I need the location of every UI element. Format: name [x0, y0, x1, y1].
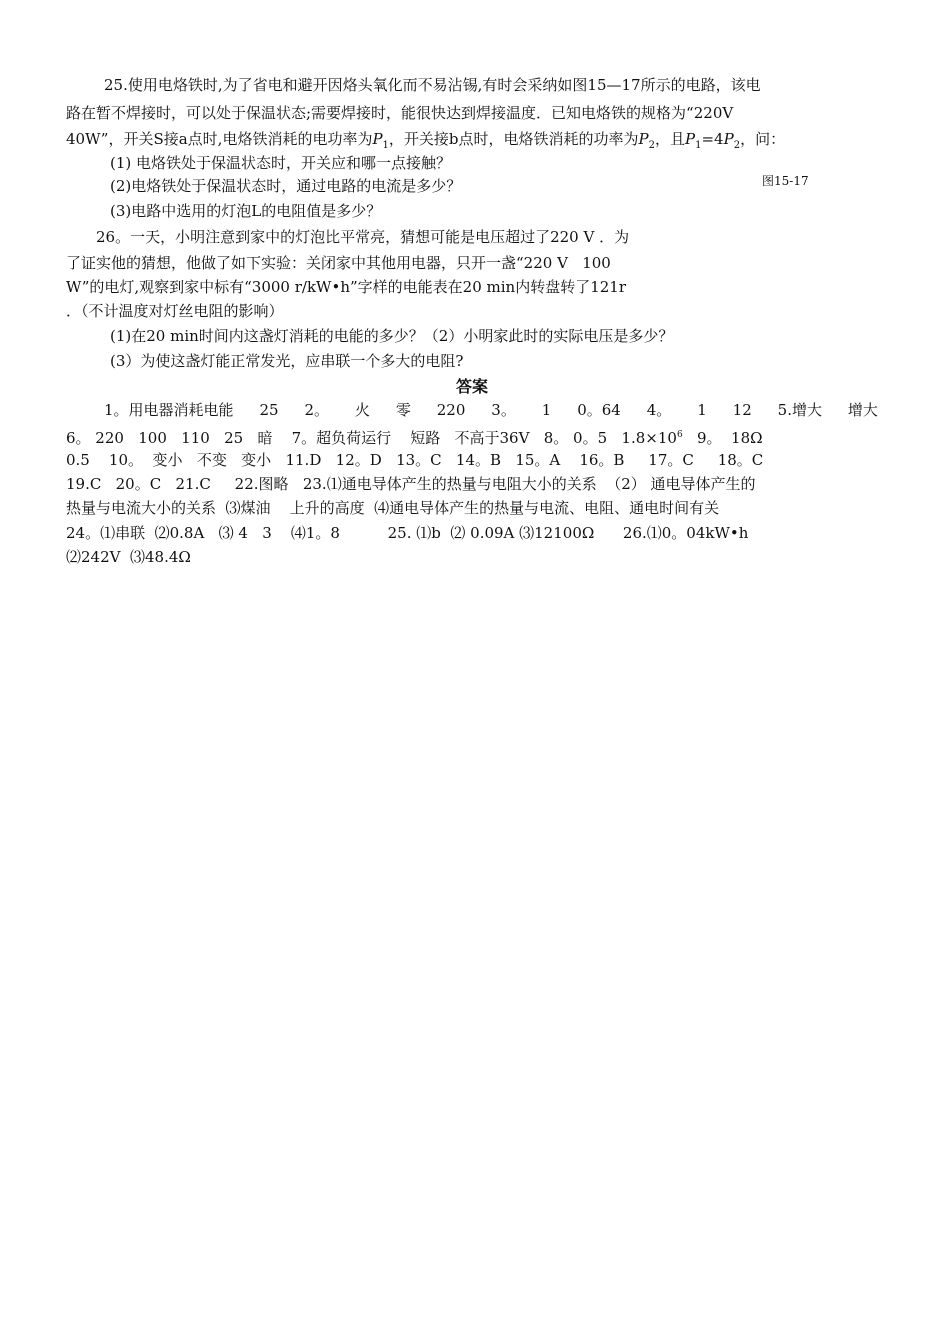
answer-item: 3。 [491, 401, 516, 419]
answers-heading: 答案 [456, 377, 489, 396]
answers-row-2-text: 6。 220 100 110 25 暗 7。超负荷运行 短路 不高于36V 8。 0。5 1.8×10 [66, 429, 677, 447]
q25-line-3-text-c: ，且 [655, 130, 686, 148]
answer-item: 增大 [847, 401, 878, 419]
q25-p2-subscript: 2 [648, 140, 655, 151]
answer-item: 0。64 [577, 401, 621, 419]
answer-item: 2。 [304, 401, 329, 419]
q26-line-2: 了证实他的猜想，他做了如下实验：关闭家中其他用电器，只开一盏“220 V 100 [66, 254, 611, 272]
q25-eq-mid: =4 [701, 130, 724, 148]
q25-line-3-text-b: ，开关接b点时，电烙铁消耗的功率为 [388, 130, 639, 148]
answer-item: 5.增大 [777, 401, 822, 419]
answers-row-4: 19.C 20。C 21.C 22.图略 23.⑴通电导体产生的热量与电阻大小的关系 （2） 通电导体产生的 [66, 475, 756, 493]
figure-label: 图15-17 [762, 174, 809, 188]
q25-eq-p2: P [723, 130, 734, 148]
answer-item: 火 [354, 401, 370, 419]
q25-line-3-text-d: ，问： [740, 130, 786, 148]
answer-item: 12 [732, 401, 752, 419]
q25-line-1: 25.使用电烙铁时,为了省电和避开因烙头氧化而不易沾锡,有时会采纳如图15—17所示的电路，该电 [104, 76, 761, 94]
q25-line-3 [66, 129, 785, 156]
q26-line-1: 26。一天，小明注意到家中的灯泡比平常亮，猜想可能是电压超过了220 V ．为 [96, 228, 630, 246]
answer-item: 零 [395, 401, 411, 419]
answers-row-2 [66, 425, 763, 448]
q25-eq-p2-subscript: 2 [733, 140, 741, 151]
q26-subquestion-2: (3）为使这盏灯能正常发光，应串联一个多大的电阻? [110, 352, 464, 370]
answers-row-3: 0.5 10。 变小 不变 变小 11.D 12。D 13。C 14。B 15。A 16。B 17。C 18。C [66, 451, 764, 469]
q26-line-3: W”的电灯,观察到家中标有“3000 r/kW•h”字样的电能表在20 min内转盘转了121r [66, 278, 626, 296]
answers-row-5: 热量与电流大小的关系 ⑶煤油 上升的高度 ⑷通电导体产生的热量与电流、电阻、通电时间有关 [66, 499, 720, 517]
q25-p1-subscript: 1 [382, 140, 389, 151]
answer-item: 4。 [646, 401, 672, 419]
q25-p2-symbol: P [638, 130, 649, 148]
q25-eq-p1: P [685, 130, 696, 148]
answers-row-2-text-end: 9。 18Ω [682, 429, 763, 447]
q25-line-3-text-a: 40W”，开关S接a点时,电烙铁消耗的电功率为 [66, 130, 373, 148]
answer-item: 25 [259, 401, 279, 419]
q25-subquestion-1: (1) 电烙铁处于保温状态时，开关应和哪一点接触？ [110, 154, 452, 172]
answer-item: 220 [436, 401, 466, 419]
answer-item: 1 [697, 401, 707, 419]
answers-row-2-exponent: 6 [676, 430, 683, 440]
q25-line-2: 路在暂不焊接时，可以处于保温状态;需要焊接时，能很快达到焊接温度．已知电烙铁的规格为“220V [66, 104, 734, 122]
q26-subquestion-1: (1)在20 min时间内这盏灯消耗的电能的多少？（2）小明家此时的实际电压是多少？ [110, 327, 674, 345]
answer-item: 1。用电器消耗电能 [104, 401, 234, 419]
q26-line-4: ．（不计温度对灯丝电阻的影响） [66, 302, 284, 320]
q25-subquestion-3: (3)电路中选用的灯泡L的电阻值是多少？ [110, 202, 382, 220]
answers-row-6: 24。⑴串联 ⑵0.8A ⑶ 4 3 ⑷1。8 25. ⑴b ⑵ 0.09A ⑶12100Ω 26.⑴0。04kW•h [66, 524, 749, 542]
q25-eq-p1-subscript: 1 [695, 140, 702, 151]
q25-p1-symbol: P [372, 130, 383, 148]
answer-item: 1 [541, 401, 552, 419]
q25-subquestion-2: (2)电烙铁处于保温状态时，通过电路的电流是多少？ [110, 177, 462, 195]
answers-row-1 [104, 400, 878, 420]
answers-row-7: ⑵242V ⑶48.4Ω [66, 548, 191, 566]
